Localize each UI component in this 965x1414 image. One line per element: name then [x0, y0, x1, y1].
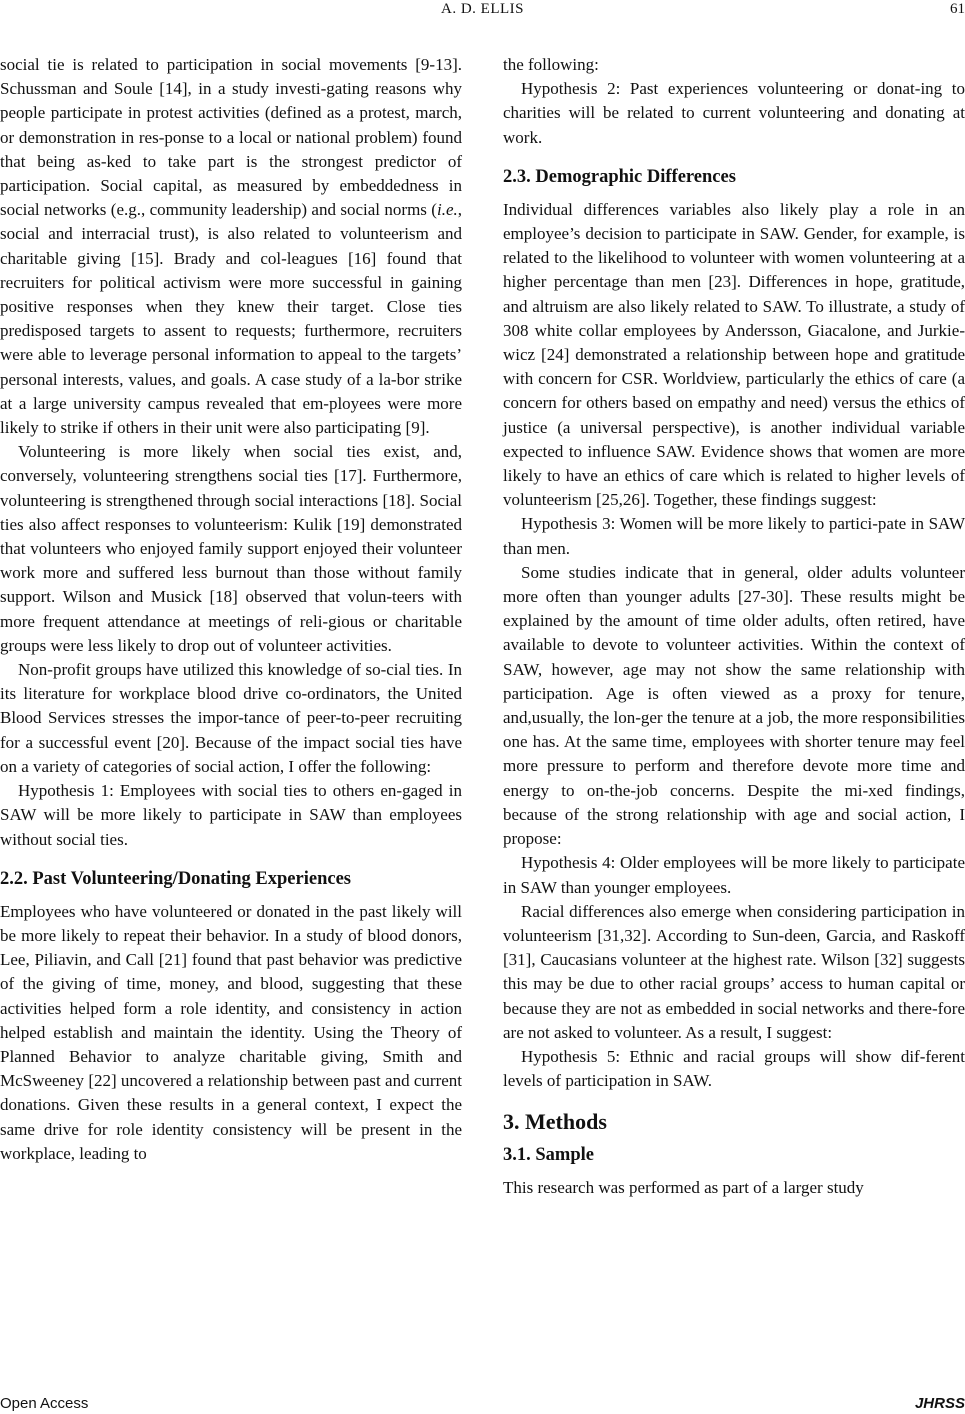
hypothesis-3: Hypothesis 3: Women will be more likely to partici-pate in SAW than men.	[503, 514, 965, 558]
paragraph: social tie is related to participation in social movements [9-13]. Schussman and Soule [14], in a study investi-gating reasons why people participate in protest activities (defined as a protest, march, or demonstration in res-ponse to a local or national problem) found that being as-ked to take part is the strongest predictor of participation. Social capital, as measured by embeddedness in social networks (e.g., community leadership) and social norms (i.e., social and interracial trust), is also related to volunteerism and charitable giving [15]. Brady and col-leagues [16] found that recruiters for political activism were more successful in gaining positive responses when they knew their target. Close ties predisposed targets to assent to requests; furthermore, recruiters were able to leverage personal information to appeal to the targets’ personal interests, values, and goals. A case study of a la-bor strike at a large university campus revealed that em-ployees were more likely to strike if others in their unit were also participating [9].	[0, 55, 462, 438]
left-column	[0, 53, 462, 1166]
page-number: 61	[950, 1, 965, 17]
running-head-author: A. D. ELLIS	[441, 1, 524, 17]
right-column	[503, 53, 965, 1201]
paragraph: Some studies indicate that in general, older adults volunteer more often than younger adults [27-30]. These results might be explained by the amount of time older adults, often retired, have available to devote to volunteer activities. Within the context of SAW, however, age may not show the same relationship with participation. Age is often viewed as a proxy for tenure, and,usually, the lon-ger the tenure at a job, the more responsibilities one has. At the same time, employees with shorter tenure may feel more pressure to perform and therefore devote more time and energy to on-the-job concerns. Despite the mi-xed findings, because of the strong relationship with age and social action, I propose:	[503, 562, 965, 849]
paragraph: This research was performed as part of a larger study	[503, 1178, 864, 1198]
ie-abbreviation: i.e.	[436, 200, 458, 220]
paragraph: the following:	[503, 55, 599, 74]
section-heading-2-3: 2.3. Demographic Differences	[503, 166, 736, 187]
page-footer	[0, 1392, 965, 1414]
section-heading-2-2: 2.2. Past Volunteering/Donating Experiences	[0, 868, 351, 889]
section-heading-3: 3. Methods	[503, 1109, 607, 1135]
hypothesis-2: Hypothesis 2: Past experiences volunteering or donat-ing to charities will be related to current volunteering and donating at work.	[503, 79, 965, 147]
footer-open-access: Open Access	[0, 1395, 89, 1412]
paragraph: Racial differences also emerge when considering participation in volunteerism [31,32]. According to Sun-deen, Garcia, and Raskoff [31], Caucasians volunteer at the highest rate. Wilson [32] suggests this may be due to other racial groups’ access to human capital or because they are not as embedded in social networks and there-fore are not asked to volunteer. As a result, I suggest:	[503, 901, 965, 1042]
hypothesis-5: Hypothesis 5: Ethnic and racial groups will show dif-ferent levels of participation in SAW.	[503, 1046, 965, 1091]
paragraph: Employees who have volunteered or donated in the past likely will be more likely to repeat their behavior. In a study of blood donors, Lee, Piliavin, and Call [21] found that past behavior was predictive of the giving of time, money, and blood, suggesting that these activities helped form a role identity, and consistency in action helped establish and maintain the identity. Using the Theory of Planned Behavior to analyze charitable giving, Smith and McSweeney [22] uncovered a relationship between past and current donations. Given these results in a general context, I expect the same drive for role identity consistency will be present in the workplace, leading to	[0, 901, 462, 1163]
paragraph: Volunteering is more likely when social ties exist, and, conversely, volunteering strengthens social ties [17]. Furthermore, volunteering is strengthened through social interactions [18]. Social ties also affect responses to volunteerism: Kulik [19] demonstrated that volunteers who enjoyed family support enjoyed their volunteer work more and suffered less burnout than those without family support. Wilson and Musick [18] observed that volun-teers with more frequent attendance at meetings of reli-gious or charitable groups were less likely to drop out of volunteer activities.	[0, 442, 462, 655]
hypothesis-1: Hypothesis 1: Employees with social ties to others en-gaged in SAW will be more likely to participate in SAW than employees without social ties.	[0, 781, 462, 849]
footer-journal: JHRSS	[914, 1395, 965, 1412]
paragraph: Non-profit groups have utilized this knowledge of so-cial ties. In its literature for workplace blood drive co-ordinators, the United Blood Services stresses the impor-tance of peer-to-peer recruiting for a successful event [20]. Because of the impact social ties have on a variety of categories of social action, I offer the following:	[0, 660, 462, 776]
paragraph: Individual differences variables also likely play a role in an employee’s decision to participate in SAW. Gender, for example, is related to the likelihood to volunteer with women volunteering at a higher percentage than men [23]. Differences in hope, gratitude, and altruism are also likely related to SAW. To illustrate, a study of 308 white collar employees by Andersson, Giacalone, and Jurkie-wicz [24] demonstrated a relationship between hope and gratitude with concern for CSR. Worldview, particularly the ethics of care (a concern for others based on empathy and need) versus the ethics of justice (a universal perspective), is another individual variable expected to influence SAW. Evidence shows that women are more likely to have an ethics of care which is related to higher levels of volunteerism [25,26]. Together, these findings suggest:	[503, 199, 965, 510]
section-heading-3-1: 3.1. Sample	[503, 1145, 594, 1166]
hypothesis-4: Hypothesis 4: Older employees will be more likely to participate in SAW than younger employees.	[503, 853, 965, 897]
running-head	[0, 0, 965, 30]
